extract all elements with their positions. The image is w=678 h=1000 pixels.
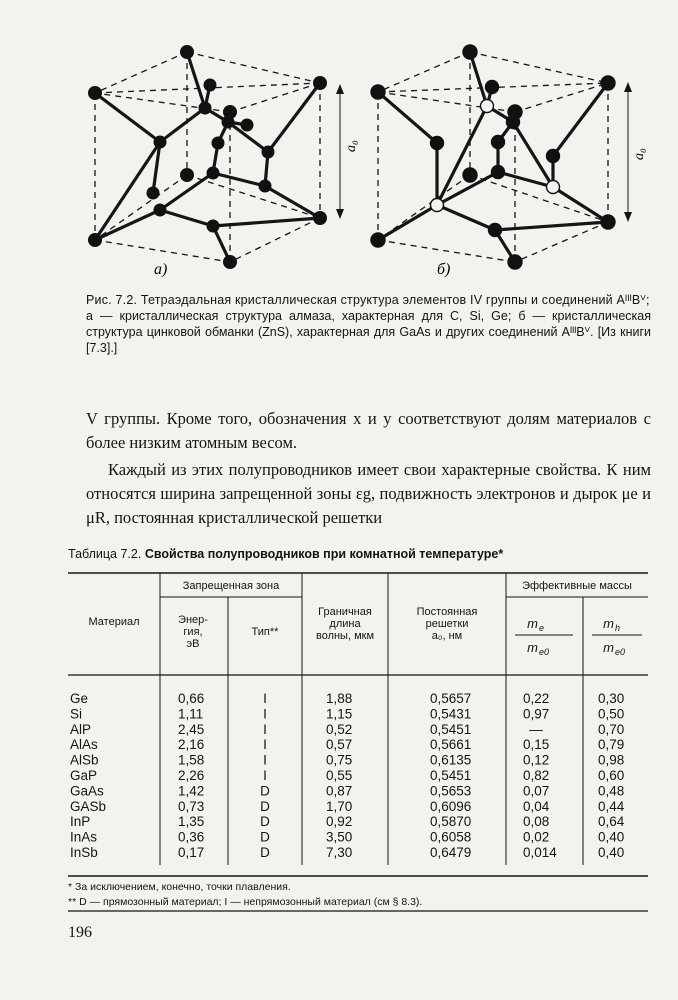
cell-material: AlP bbox=[70, 721, 92, 737]
header-masses-group: Эффективные массы bbox=[522, 580, 632, 592]
cell-energy: 1,11 bbox=[178, 706, 204, 722]
cell-lattice: 0,6479 bbox=[430, 845, 472, 860]
header-mh-denominator-sub: e0 bbox=[615, 647, 626, 657]
figure-caption bbox=[86, 292, 651, 356]
cell-me: 0,15 bbox=[523, 737, 550, 753]
header-material: Материал bbox=[88, 616, 140, 628]
cell-mh: 0,30 bbox=[598, 691, 625, 706]
figure-b-axis-label: a₀ bbox=[632, 148, 647, 160]
cell-type: I bbox=[263, 691, 267, 706]
cube-a-atoms bbox=[88, 45, 327, 269]
table-caption-prefix: Таблица 7.2. bbox=[68, 547, 142, 561]
cell-material: InSb bbox=[70, 845, 98, 860]
cell-me: 0,07 bbox=[523, 783, 550, 799]
caption-title: Рис. 7.2. Тетраэдальная кристаллическая структура элементов IV группы и соединений AᴵᴵᴵBⱽ; bbox=[86, 293, 650, 307]
cell-energy: 2,16 bbox=[178, 737, 205, 753]
table-header bbox=[89, 580, 633, 650]
cell-lattice: 0,6096 bbox=[430, 798, 472, 814]
cell-material: Si bbox=[70, 706, 83, 722]
body-paragraph-1: V группы. Кроме того, обозначения x и y соответствуют долям материалов с более низким атомным весом. bbox=[86, 409, 651, 452]
cell-mh: 0,40 bbox=[598, 845, 625, 860]
footnote-rules bbox=[68, 875, 668, 915]
cell-energy: 1,42 bbox=[178, 783, 205, 799]
cell-type: I bbox=[263, 721, 267, 737]
cell-me: — bbox=[529, 721, 543, 737]
cell-energy: 0,66 bbox=[178, 691, 205, 706]
cell-me: 0,82 bbox=[523, 768, 550, 783]
cell-type: D bbox=[260, 814, 270, 830]
cell-mh: 0,70 bbox=[598, 721, 625, 737]
cell-me: 0,014 bbox=[523, 845, 557, 860]
cell-material: AlSb bbox=[70, 752, 99, 768]
header-type: Тип** bbox=[251, 626, 279, 638]
cell-type: D bbox=[260, 845, 270, 860]
cell-mh: 0,44 bbox=[598, 798, 625, 814]
cell-lattice: 0,5870 bbox=[430, 814, 472, 830]
properties-table-svg bbox=[68, 565, 668, 870]
cell-wavelength: 0,92 bbox=[326, 814, 353, 830]
header-lattice-line2: решетки bbox=[425, 618, 469, 630]
cell-wavelength: 1,88 bbox=[326, 691, 353, 706]
cell-wavelength: 0,55 bbox=[326, 768, 353, 783]
table-caption bbox=[68, 547, 668, 561]
cell-type: D bbox=[260, 783, 270, 799]
cell-wavelength: 0,87 bbox=[326, 783, 353, 799]
cell-wavelength: 0,52 bbox=[326, 721, 353, 737]
footnote-1: * За исключением, конечно, точки плавления. bbox=[68, 881, 291, 893]
cell-wavelength: 0,75 bbox=[326, 752, 353, 768]
cell-material: GaAs bbox=[70, 783, 104, 799]
cell-material: InP bbox=[70, 814, 91, 830]
header-me-numerator-sub: e bbox=[539, 623, 545, 633]
header-me-denominator-sub: e0 bbox=[539, 647, 550, 657]
cell-me: 0,04 bbox=[523, 798, 550, 814]
cell-energy: 1,58 bbox=[178, 752, 205, 768]
cell-energy: 0,36 bbox=[178, 829, 205, 845]
body-text bbox=[86, 407, 651, 530]
header-wavelength-line3: волны, мкм bbox=[315, 630, 375, 642]
cell-mh: 0,98 bbox=[598, 752, 625, 768]
cell-lattice: 0,5653 bbox=[430, 783, 472, 799]
cell-lattice: 0,6058 bbox=[430, 829, 472, 845]
figure-a-label: а) bbox=[154, 261, 168, 278]
cell-mh: 0,79 bbox=[598, 737, 625, 753]
cell-wavelength: 7,30 bbox=[326, 845, 353, 860]
crystal-structure-svg bbox=[0, 0, 678, 290]
cell-me: 0,08 bbox=[523, 814, 550, 830]
cell-type: D bbox=[260, 798, 270, 814]
cell-lattice: 0,5657 bbox=[430, 691, 472, 706]
cell-me: 0,22 bbox=[523, 691, 550, 706]
table-caption-title: Свойства полупроводников при комнатной температуре* bbox=[144, 547, 504, 561]
cell-mh: 0,60 bbox=[598, 768, 625, 783]
caption-text: а — кристаллическая структура алмаза, характерная для C, Si, Ge; б — кристаллическая структура цинковой обманки (ZnS), характерная для GaAs и других соединений AᴵᴵᴵBⱽ. [Из книги [7.3].] bbox=[86, 309, 651, 355]
cell-material: AlAs bbox=[70, 737, 98, 753]
cell-lattice: 0,5451 bbox=[430, 721, 472, 737]
figure-a-axis-label: a₀ bbox=[344, 140, 359, 152]
cell-mh: 0,50 bbox=[598, 706, 625, 722]
cell-energy: 0,73 bbox=[178, 798, 205, 814]
cell-wavelength: 3,50 bbox=[326, 829, 353, 845]
cell-energy: 0,17 bbox=[178, 845, 205, 860]
header-energy-line3: эВ bbox=[186, 638, 200, 650]
header-me-numerator: m bbox=[527, 616, 538, 631]
cell-type: I bbox=[263, 768, 267, 783]
cell-energy: 2,26 bbox=[178, 768, 205, 783]
cell-type: D bbox=[260, 829, 270, 845]
footnote-2: ** D — прямозонный материал; I — непрямозонный материал (см § 8.3). bbox=[68, 896, 423, 908]
cell-type: I bbox=[263, 706, 267, 722]
figure-b-label: б) bbox=[437, 261, 451, 278]
cell-wavelength: 1,15 bbox=[326, 706, 353, 722]
header-me-denominator: m bbox=[527, 640, 538, 655]
cell-lattice: 0,5431 bbox=[430, 706, 472, 722]
header-lattice-line3: a₀, нм bbox=[431, 630, 463, 642]
cell-wavelength: 0,57 bbox=[326, 737, 353, 753]
cell-material: GASb bbox=[70, 798, 107, 814]
crystal-structure-figures bbox=[0, 0, 678, 290]
table-body bbox=[70, 691, 625, 860]
cell-type: I bbox=[263, 737, 267, 753]
cell-material: InAs bbox=[70, 829, 98, 845]
header-mh-numerator-sub: h bbox=[615, 623, 621, 633]
cell-me: 0,02 bbox=[523, 829, 550, 845]
mass-fractions bbox=[527, 616, 625, 657]
cell-material: GaP bbox=[70, 768, 98, 783]
cell-mh: 0,40 bbox=[598, 829, 625, 845]
cell-material: Ge bbox=[70, 691, 89, 706]
header-energy-line2: гия, bbox=[183, 626, 203, 638]
header-wavelength-line2: длина bbox=[329, 618, 361, 630]
header-lattice-line1: Постоянная bbox=[416, 606, 478, 618]
header-band-group: Запрещенная зона bbox=[182, 580, 280, 592]
header-mh-numerator: m bbox=[603, 616, 614, 631]
cell-energy: 2,45 bbox=[178, 721, 205, 737]
cell-type: I bbox=[263, 752, 267, 768]
cell-energy: 1,35 bbox=[178, 814, 205, 830]
body-paragraph-2: Каждый из этих полупроводников имеет свои характерные свойства. К ним относятся ширина запрещенной зоны εg, подвижность электронов и дырок μe и μR, постоянная кристаллической решетки bbox=[86, 460, 651, 527]
cell-mh: 0,64 bbox=[598, 814, 625, 830]
header-energy-line1: Энер- bbox=[178, 614, 208, 626]
header-mh-denominator: m bbox=[603, 640, 614, 655]
header-wavelength-line1: Граничная bbox=[318, 606, 372, 618]
cell-me: 0,12 bbox=[523, 752, 550, 768]
cell-lattice: 0,5661 bbox=[430, 737, 472, 753]
cell-lattice: 0,6135 bbox=[430, 752, 472, 768]
cell-lattice: 0,5451 bbox=[430, 768, 472, 783]
cell-mh: 0,48 bbox=[598, 783, 625, 799]
cell-me: 0,97 bbox=[523, 706, 550, 722]
cell-wavelength: 1,70 bbox=[326, 798, 353, 814]
properties-table bbox=[68, 565, 668, 870]
page-number: 196 bbox=[68, 924, 92, 941]
